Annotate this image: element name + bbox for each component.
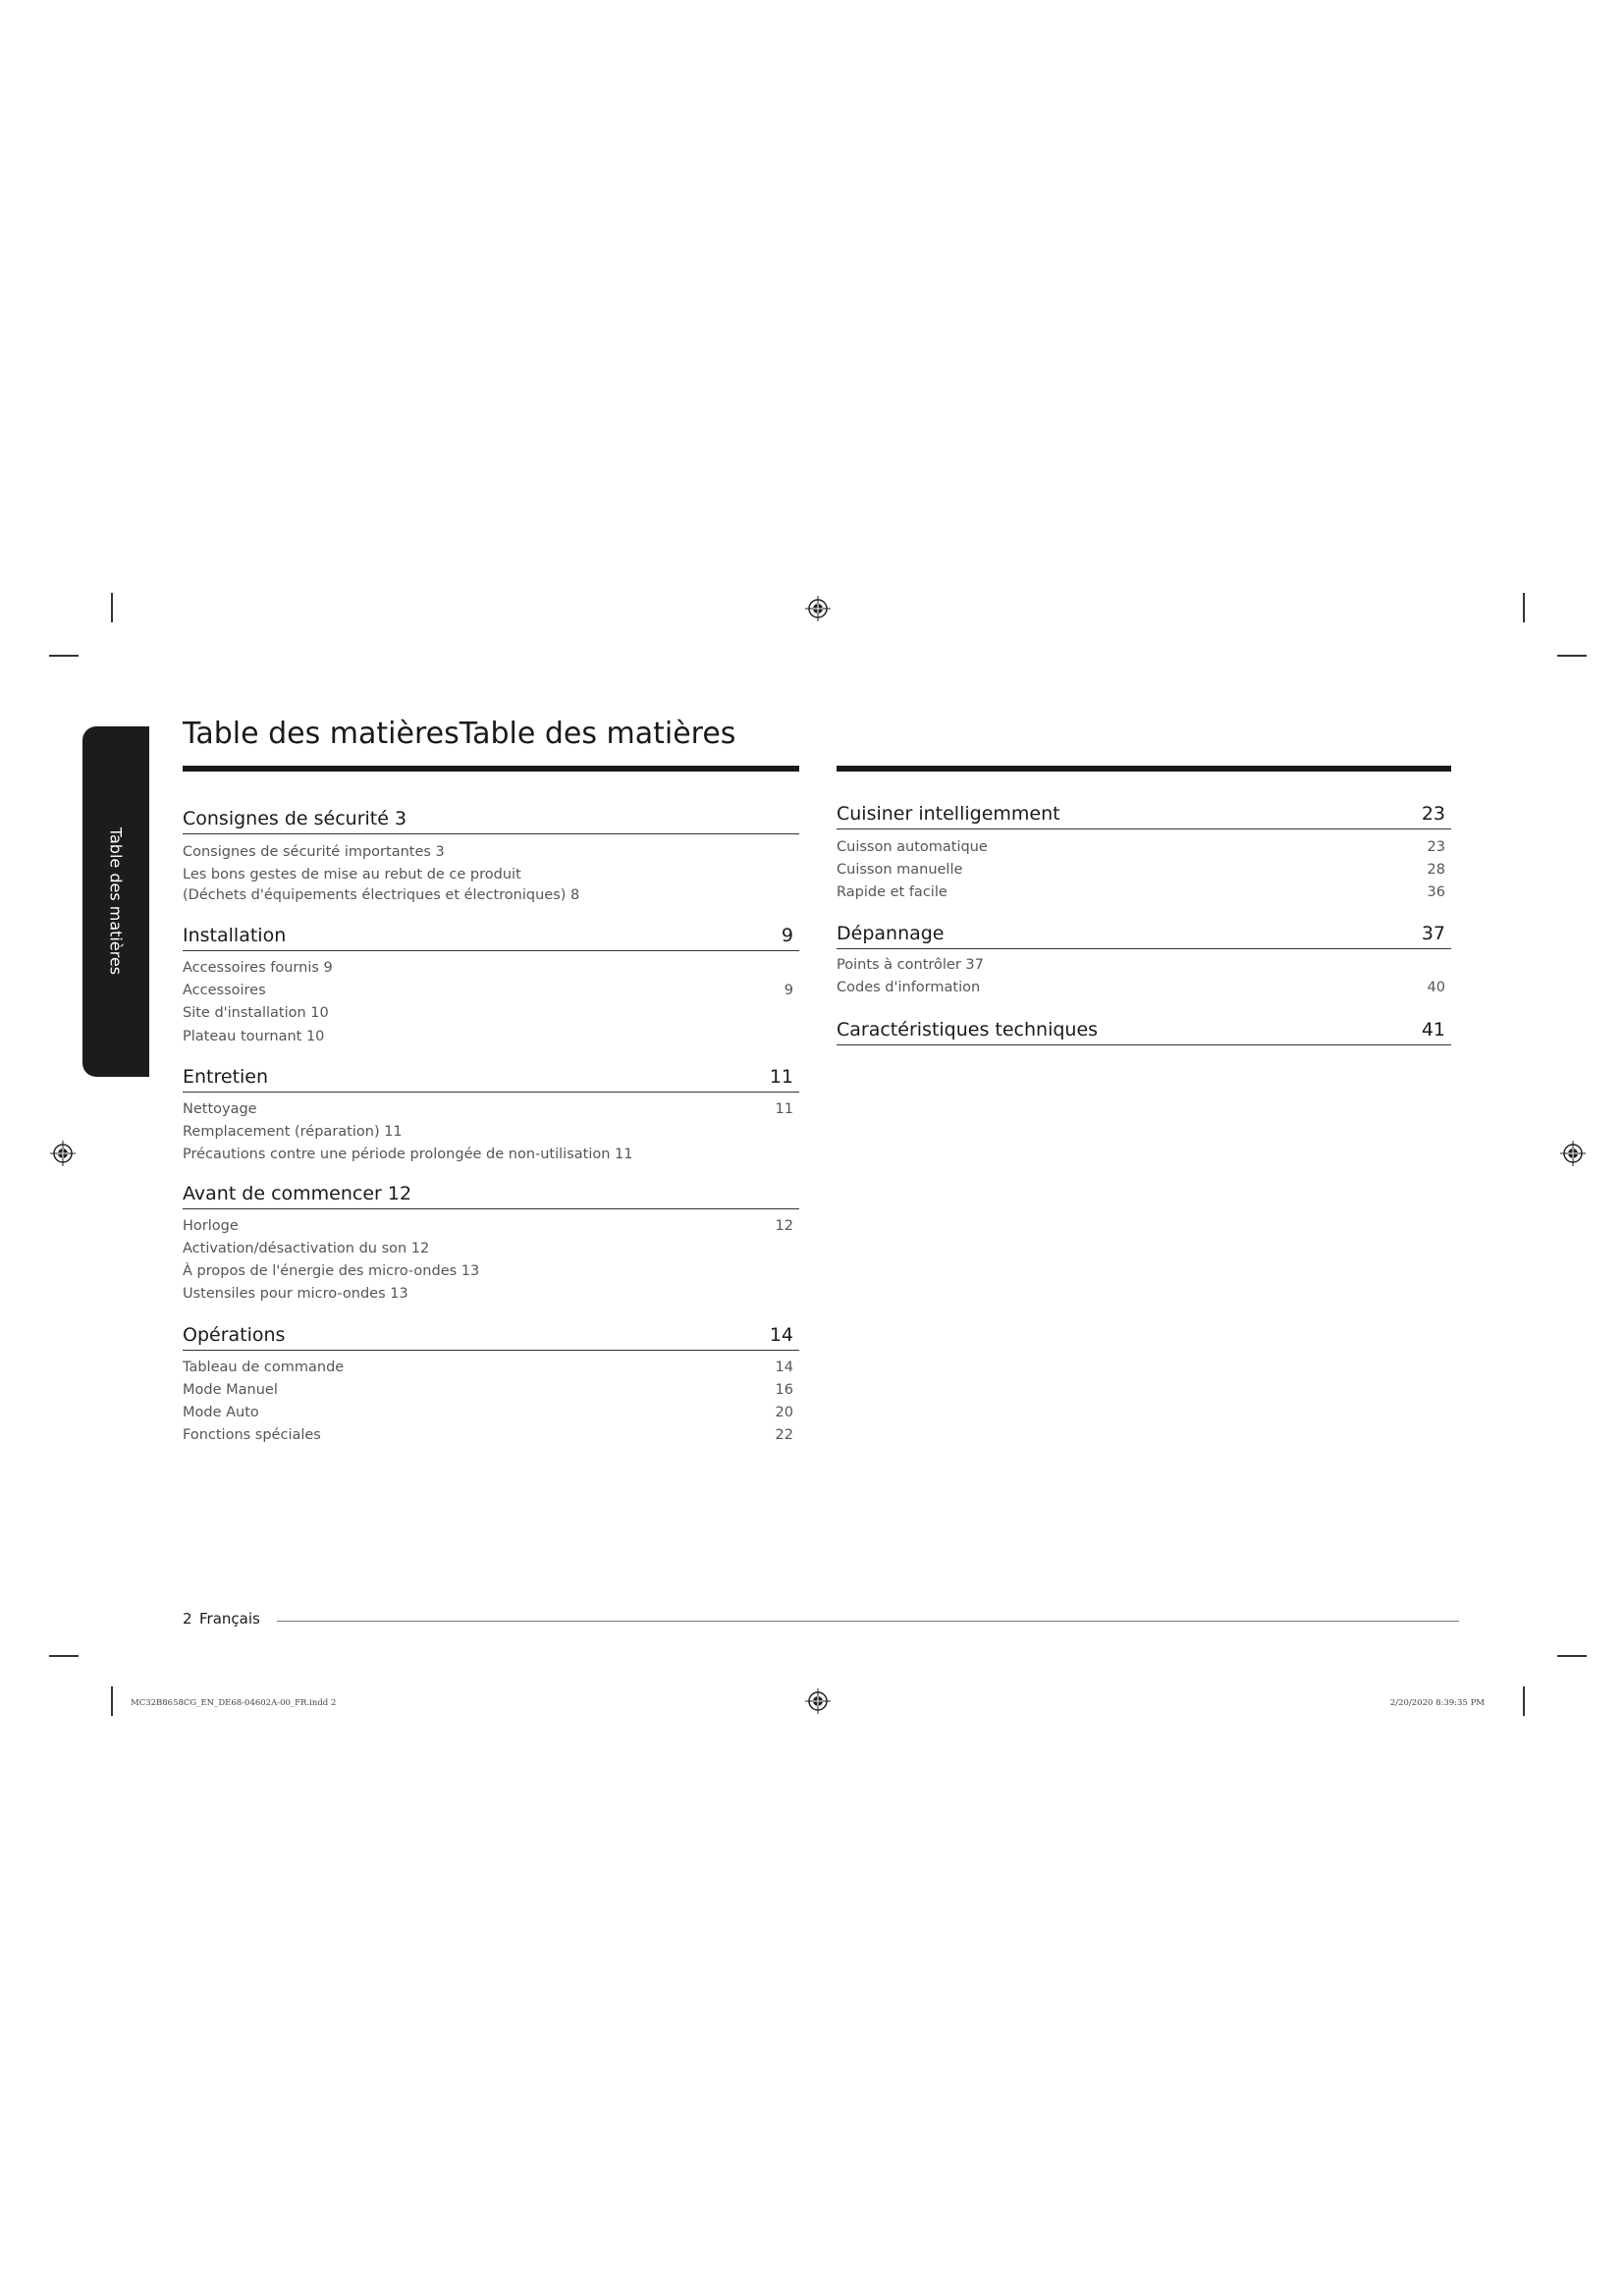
toc-section-heading[interactable]	[183, 1178, 799, 1209]
toc-entry-page	[793, 958, 799, 978]
toc-entry-text: Remplacement (réparation) 11	[183, 1124, 403, 1140]
toc-entry[interactable]	[183, 1239, 799, 1258]
toc-section-heading[interactable]	[183, 803, 799, 834]
toc-entry[interactable]	[183, 1261, 799, 1281]
crop-mark	[49, 655, 79, 657]
toc-entry-page	[793, 1145, 799, 1164]
title-rule-right	[837, 766, 1451, 772]
crop-mark	[111, 1686, 113, 1716]
toc-entry-text: Site d'installation 10	[183, 1005, 329, 1021]
toc-entry-page: 9	[784, 983, 793, 998]
toc-entry-text: Nettoyage	[183, 1101, 257, 1117]
toc-entry-page: 40	[1427, 980, 1445, 995]
toc-entry-text: Rapide et facile	[837, 884, 947, 900]
toc-entry[interactable]	[837, 955, 1451, 975]
toc-section-heading[interactable]	[183, 1319, 799, 1351]
toc-entry[interactable]	[183, 1122, 799, 1142]
toc-entry[interactable]	[183, 842, 799, 862]
page-title: Table des matièresTable des matières	[183, 717, 736, 751]
toc-entry[interactable]	[837, 978, 1451, 997]
toc-entry-page: 12	[775, 1218, 793, 1234]
toc-heading-text: Cuisiner intelligemment	[837, 803, 1060, 825]
toc-heading-text: Opérations	[183, 1324, 286, 1346]
toc-entry-page	[793, 842, 799, 862]
toc-heading-page: 41	[1421, 1019, 1445, 1041]
toc-heading-text: Entretien	[183, 1066, 269, 1088]
toc-entry-text: Ustensiles pour micro-ondes 13	[183, 1286, 408, 1302]
toc-entry-page: 36	[1427, 884, 1445, 900]
toc-entry-page: 16	[775, 1382, 793, 1398]
toc-entry-page: 11	[775, 1101, 793, 1117]
toc-entry-page: 28	[1427, 862, 1445, 878]
toc-heading-text: Avant de commencer 12	[183, 1183, 412, 1204]
toc-entry-text: Activation/désactivation du son 12	[183, 1241, 430, 1256]
toc-entry[interactable]	[183, 865, 799, 884]
toc-entry-text: Les bons gestes de mise au rebut de ce produit	[183, 867, 521, 882]
registration-mark-icon	[1560, 1141, 1586, 1166]
toc-entry-text: Horloge	[183, 1218, 239, 1234]
registration-mark-icon	[805, 596, 831, 621]
registration-mark-icon	[50, 1141, 76, 1166]
crop-mark	[1523, 593, 1525, 622]
toc-entry[interactable]	[183, 1284, 799, 1304]
toc-entry-page: 22	[775, 1427, 793, 1443]
toc-heading-page: 14	[769, 1324, 793, 1346]
crop-mark	[1557, 655, 1587, 657]
toc-entry[interactable]	[183, 1380, 799, 1400]
toc-entry-text: Consignes de sécurité importantes 3	[183, 844, 445, 860]
toc-entry-text: (Déchets d'équipements électriques et électroniques) 8	[183, 887, 580, 903]
toc-entry[interactable]	[183, 1358, 799, 1377]
toc-entry-text: Précautions contre une période prolongée de non-utilisation 11	[183, 1147, 633, 1162]
toc-heading-text: Consignes de sécurité 3	[183, 808, 407, 829]
toc-entry-page	[793, 885, 799, 905]
crop-mark	[1557, 1655, 1587, 1657]
toc-entry-page	[793, 1027, 799, 1046]
toc-entry[interactable]	[837, 837, 1451, 857]
toc-heading-page: 37	[1421, 923, 1445, 944]
toc-section-heading[interactable]	[837, 798, 1451, 829]
toc-heading-text: Installation	[183, 925, 287, 946]
toc-entry[interactable]	[183, 1003, 799, 1023]
toc-entry-page	[1445, 955, 1451, 975]
toc-entry[interactable]	[183, 958, 799, 978]
toc-entry-page	[793, 1261, 799, 1281]
toc-entry[interactable]	[837, 860, 1451, 880]
toc-entry-text: Accessoires	[183, 983, 266, 998]
toc-entry-page: 20	[775, 1405, 793, 1420]
crop-mark	[1523, 1686, 1525, 1716]
side-tab-label: Table des matières	[106, 827, 126, 976]
toc-entry-text: Accessoires fournis 9	[183, 960, 333, 976]
registration-mark-icon	[805, 1688, 831, 1714]
toc-entry[interactable]	[183, 1403, 799, 1422]
footer-page-number: 2	[183, 1610, 192, 1628]
toc-entry-text: Mode Manuel	[183, 1382, 278, 1398]
toc-entry[interactable]	[183, 1027, 799, 1046]
toc-entry-text: Cuisson automatique	[837, 839, 988, 855]
title-rule-left	[183, 766, 799, 772]
toc-heading-text: Caractéristiques techniques	[837, 1019, 1099, 1041]
toc-entry-page: 23	[1427, 839, 1445, 855]
toc-entry-text: Points à contrôler 37	[837, 957, 984, 973]
toc-entry-text: Plateau tournant 10	[183, 1029, 325, 1044]
toc-entry[interactable]	[183, 1099, 799, 1119]
toc-entry[interactable]	[183, 981, 799, 1000]
toc-entry-text: Tableau de commande	[183, 1360, 345, 1375]
crop-mark	[49, 1655, 79, 1657]
toc-entry[interactable]	[183, 1145, 799, 1164]
toc-entry-text: Codes d'information	[837, 980, 981, 995]
toc-section-heading[interactable]	[183, 1061, 799, 1093]
toc-section-heading[interactable]	[837, 918, 1451, 949]
toc-entry-page	[793, 1239, 799, 1258]
toc-entry-text: Mode Auto	[183, 1405, 259, 1420]
toc-entry[interactable]	[183, 885, 799, 905]
footer-rule	[277, 1621, 1459, 1622]
toc-entry[interactable]	[183, 1216, 799, 1236]
toc-heading-page: 11	[769, 1066, 793, 1088]
toc-entry-text: Cuisson manuelle	[837, 862, 963, 878]
toc-entry-page	[793, 1122, 799, 1142]
toc-entry-page	[793, 1284, 799, 1304]
toc-entry-page	[793, 865, 799, 884]
toc-section-heading[interactable]	[183, 920, 799, 951]
toc-heading-text: Dépannage	[837, 923, 945, 944]
toc-entry-text: À propos de l'énergie des micro-ondes 13	[183, 1263, 480, 1279]
footer-language: Français	[199, 1610, 260, 1628]
toc-entry-page: 14	[775, 1360, 793, 1375]
toc-entry[interactable]	[837, 882, 1451, 902]
crop-mark	[111, 593, 113, 622]
toc-entry-text: Fonctions spéciales	[183, 1427, 321, 1443]
slug-date: 2/20/2020 8:39:35 PM	[1389, 1698, 1485, 1708]
toc-entry-page	[793, 1003, 799, 1023]
toc-heading-page: 9	[781, 925, 793, 946]
toc-section-heading[interactable]	[837, 1014, 1451, 1045]
toc-heading-page: 23	[1421, 803, 1445, 825]
toc-entry[interactable]	[183, 1425, 799, 1445]
slug-filename: MC32B8658CG_EN_DE68-04602A-00_FR.indd 2	[131, 1698, 337, 1708]
